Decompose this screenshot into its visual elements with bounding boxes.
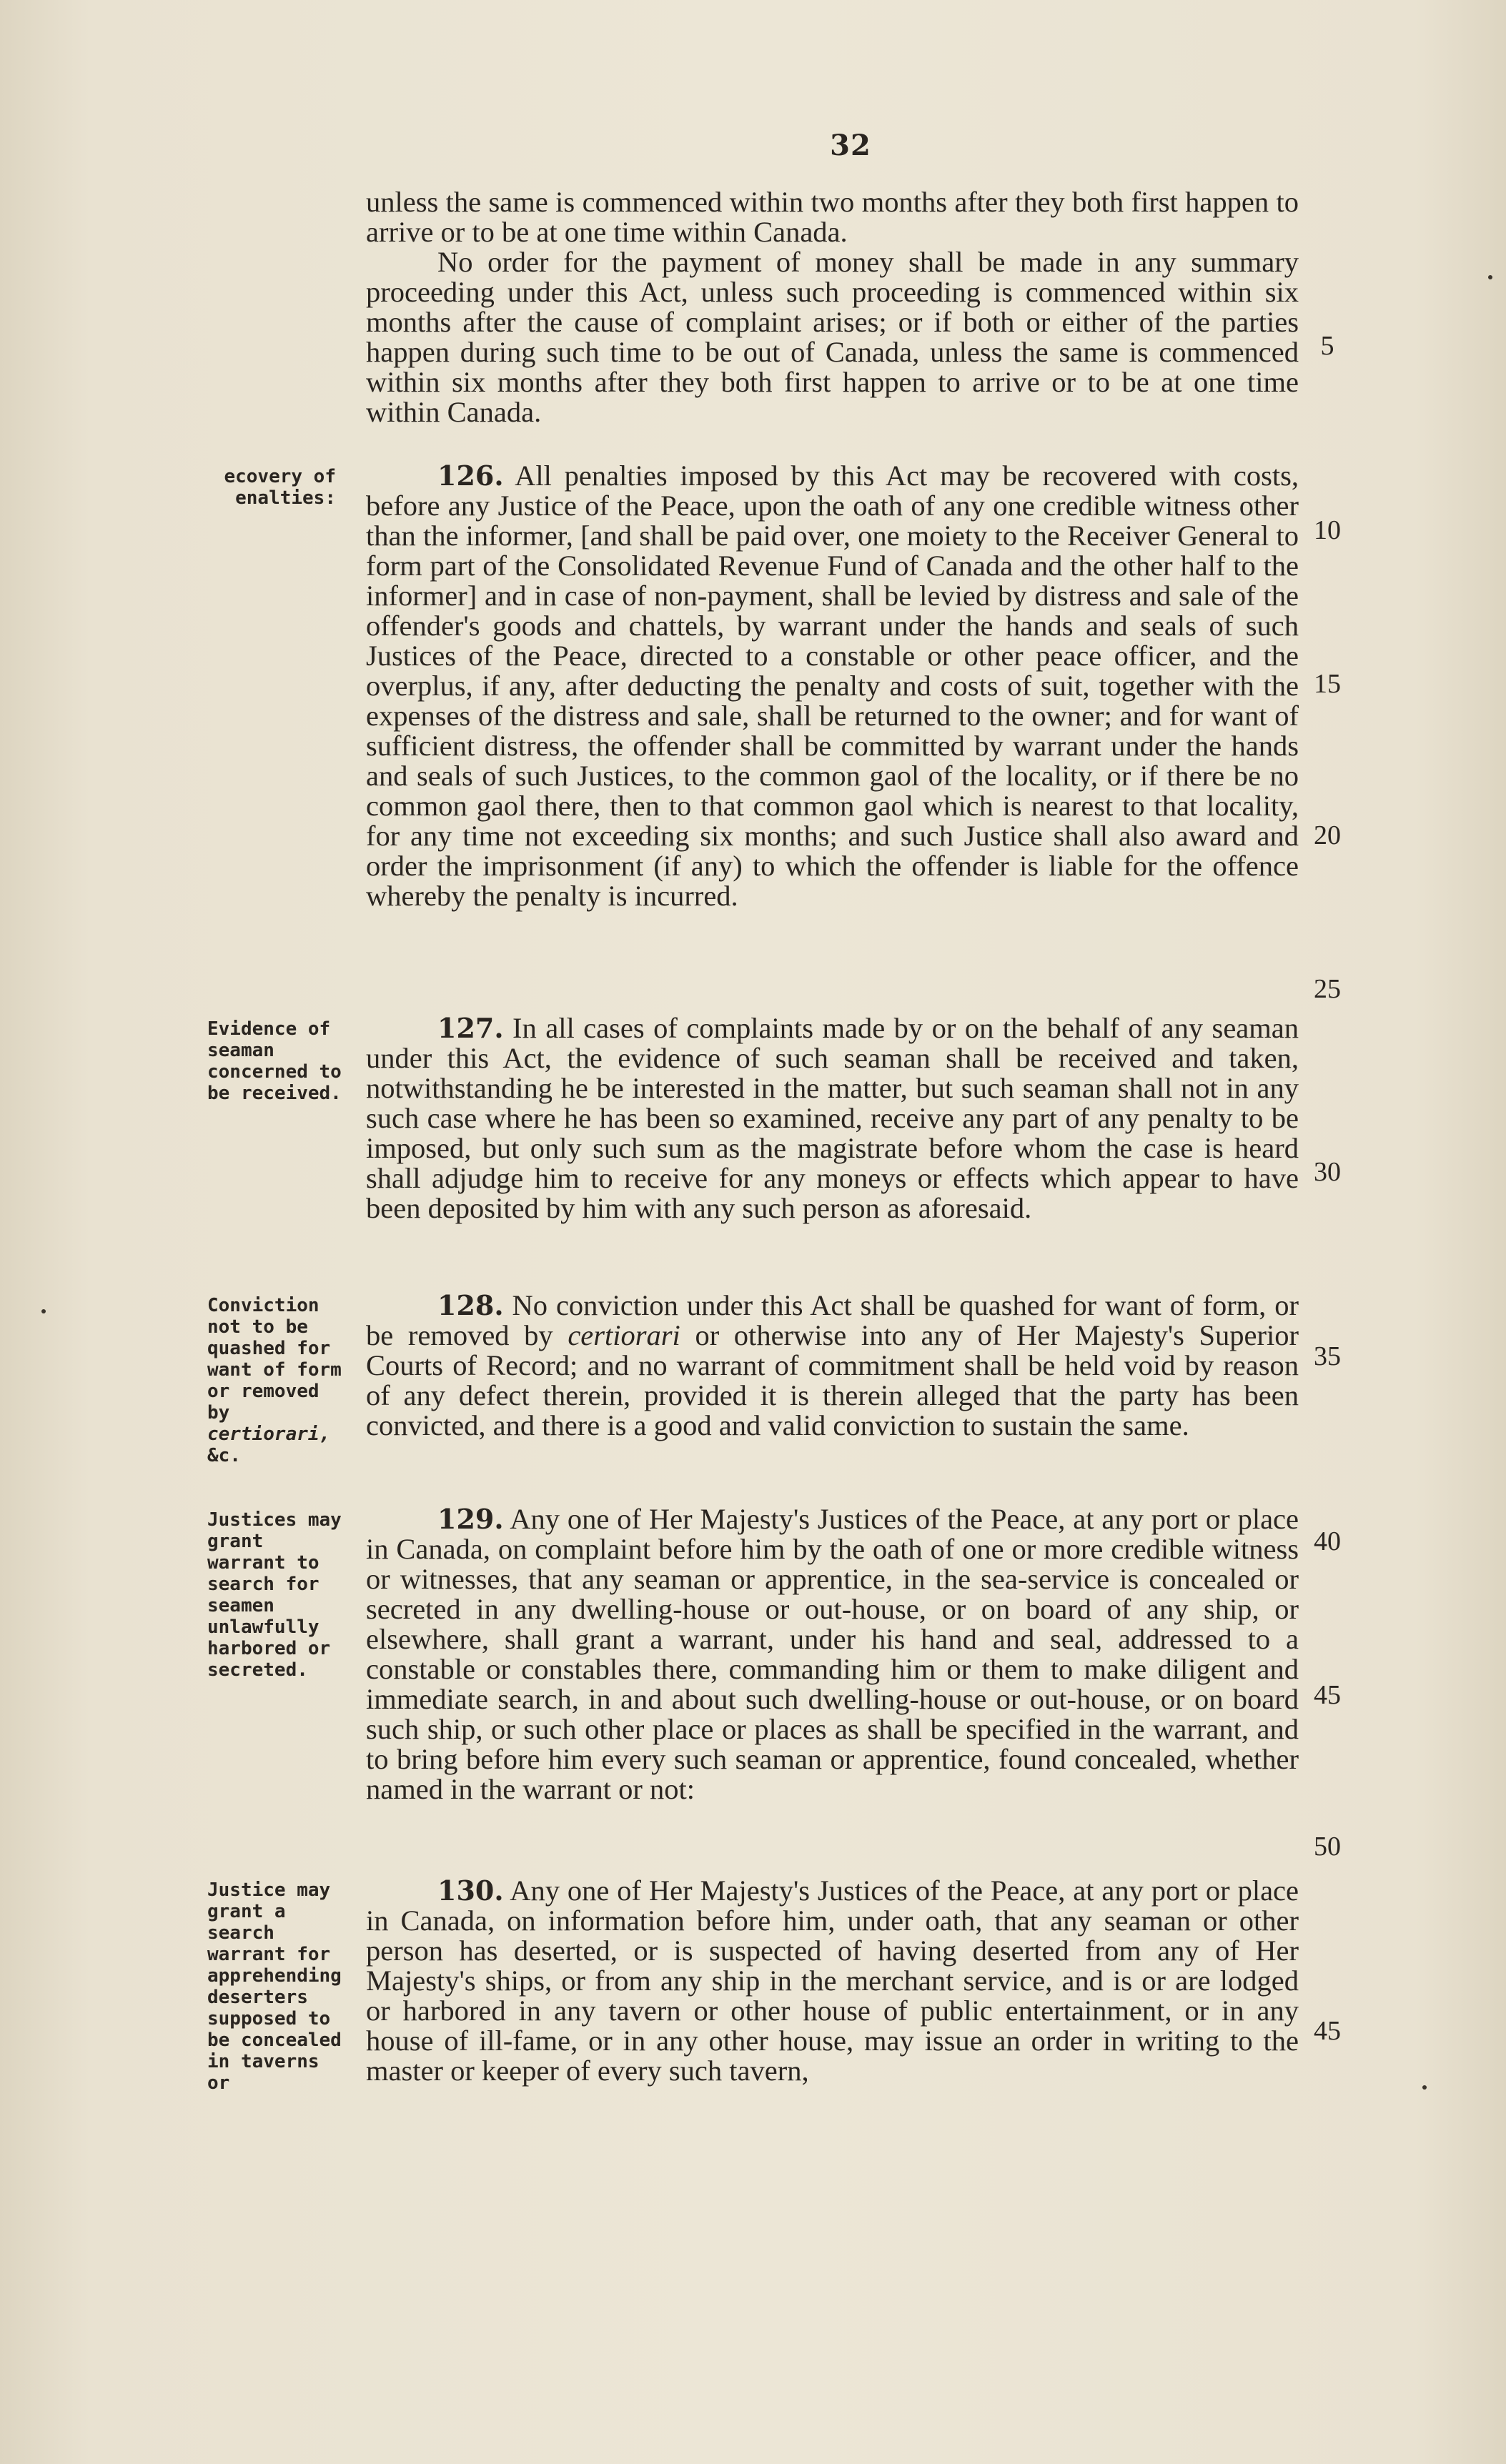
section-number: 129. [437,1503,504,1535]
section-text-italic: certiorari [568,1319,680,1351]
section-number: 127. [437,1012,504,1044]
margin-note-part: &c. [207,1445,241,1466]
section-128 [366,1291,1299,1441]
section-text: In all cases of complaints made by or on the behalf of any seaman under this Act, the evidence of such seaman shall be received and taken, notwithstanding he be interested in the matter, but such seaman shall not in any such case where he has been so examined, receive any part of any penalty to be imposed, but only such sum as the magistrate before whom the case is heard shall adjudge him to receive for any moneys or effects which appear to have been deposited by him with any such person as aforesaid. [366,1012,1299,1224]
continuation-paragraph-1: unless the same is commenced within two months after they both first happen to arrive or to be at one time within Canada. [366,186,1299,248]
margin-note-126: ecovery of enalties: [224,466,336,509]
section-text: All penalties imposed by this Act may be recovered with costs, before any Justice of the Peace, upon the oath of any one credible witness other than the informer, [and shall be paid over, one moiety to the Receiver General to form part of the Consolidated Revenue Fund of Canada and the other half to the informer] and in case of non-payment, shall be levied by distress and sale of the offender's goods and chattels, by warrant under the hands and seals of such Justices of the Peace, directed to a constable or other peace officer, and the overplus, if any, after deducting the penalty and costs of suit, together with the expenses of the distress and sale, shall be returned to the owner; and for want of sufficient distress, the offender shall be committed by warrant under the hands and seals of such Justices, to the common gaol of the locality, or if there be no common gaol there, then to that common gaol which is nearest to that locality, for any time not exceeding six months; and such Justice shall also award and order the imprisonment (if any) to which the offender is liable for the offence whereby the penalty is incurred. [366,459,1299,912]
section-129 [366,1504,1299,1804]
line-number: 40 [1314,1526,1341,1556]
line-number: 25 [1314,974,1341,1004]
margin-note-128 [207,1295,350,1466]
line-number: 45 [1314,1680,1341,1710]
section-number: 130. [437,1874,504,1907]
margin-note-130: Justice may grant a search warrant for apprehending deserters supposed to be concealed in taverns or [207,1879,342,2094]
section-text: Any one of Her Majesty's Justices of the Peace, at any port or place in Canada, on complaint before him by the oath of one or more credible witness or witnesses, that any seaman or apprentice, in the sea-service is concealed or secreted in any dwelling-house or out-house, or on board of any ship, or elsewhere, shall grant a warrant, under his hand and seal, addressed to a constable or constables there, commanding him or them to make diligent and immediate search, in and about such dwelling-house or out-house, or on board such ship, or such other place or places as shall be specified in the warrant, and to bring before him every such seaman or apprentice, found concealed, whether named in the warrant or not: [366,1503,1299,1805]
margin-note-part: Conviction not to be quashed for want of form or removed by [207,1295,342,1424]
speck-mark [1422,2085,1427,2090]
section-number: 126. [437,459,504,492]
line-number: 20 [1314,820,1341,850]
margin-note-italic: certiorari, [207,1424,331,1445]
continuation-paragraph-2: No order for the payment of money shall be made in any summary proceeding under this Act, unless such proceeding is commenced within six months after the cause of complaint arises; or if both or either of the parties happen during such time to be out of Canada, unless the same is commenced within six months after they both first happen to arrive or to be at one time within Canada. [366,246,1299,428]
speck-mark [41,1309,46,1313]
line-number: 30 [1314,1157,1341,1187]
margin-note-129: Justices may grant warrant to search for seamen unlawfully harbored or secreted. [207,1509,342,1681]
speck-mark [1488,275,1492,279]
section-text: or otherwise into any of Her Majesty's Superior Courts of Record; and no warrant of commitment shall be held void by reason of any defect therein, provided it is therein alleged that the party has been convicted, and there is a good and valid conviction to sustain the same. [366,1319,1299,1441]
line-number: 15 [1314,669,1341,699]
section-127 [366,1013,1299,1223]
section-130 [366,1876,1299,2086]
section-126 [366,461,1299,911]
line-number: 35 [1314,1341,1341,1371]
section-text: Any one of Her Majesty's Justices of the Peace, at any port or place in Canada, on information before him, under oath, that any seaman or other person has deserted, or is suspected of having deserted from any of Her Majesty's ships, or from any ship in the merchant service, and is or are lodged or harbored in any tavern or other house of public entertainment, or in any house of ill-fame, or in any other house, may issue an order in writing to the master or keeper of every such tavern, [366,1874,1299,2087]
section-text: No conviction under this Act shall be quashed for want of form, or be removed by [366,1289,1299,1351]
line-number: 10 [1314,515,1341,545]
section-number: 128. [437,1289,504,1321]
continuation-text [366,187,1299,427]
line-number: 5 [1320,331,1334,361]
page-number: 32 [830,129,871,162]
line-number: 45 [1314,2016,1341,2046]
line-number: 50 [1314,1832,1341,1862]
margin-note-127: Evidence of seaman concerned to be received. [207,1018,342,1104]
